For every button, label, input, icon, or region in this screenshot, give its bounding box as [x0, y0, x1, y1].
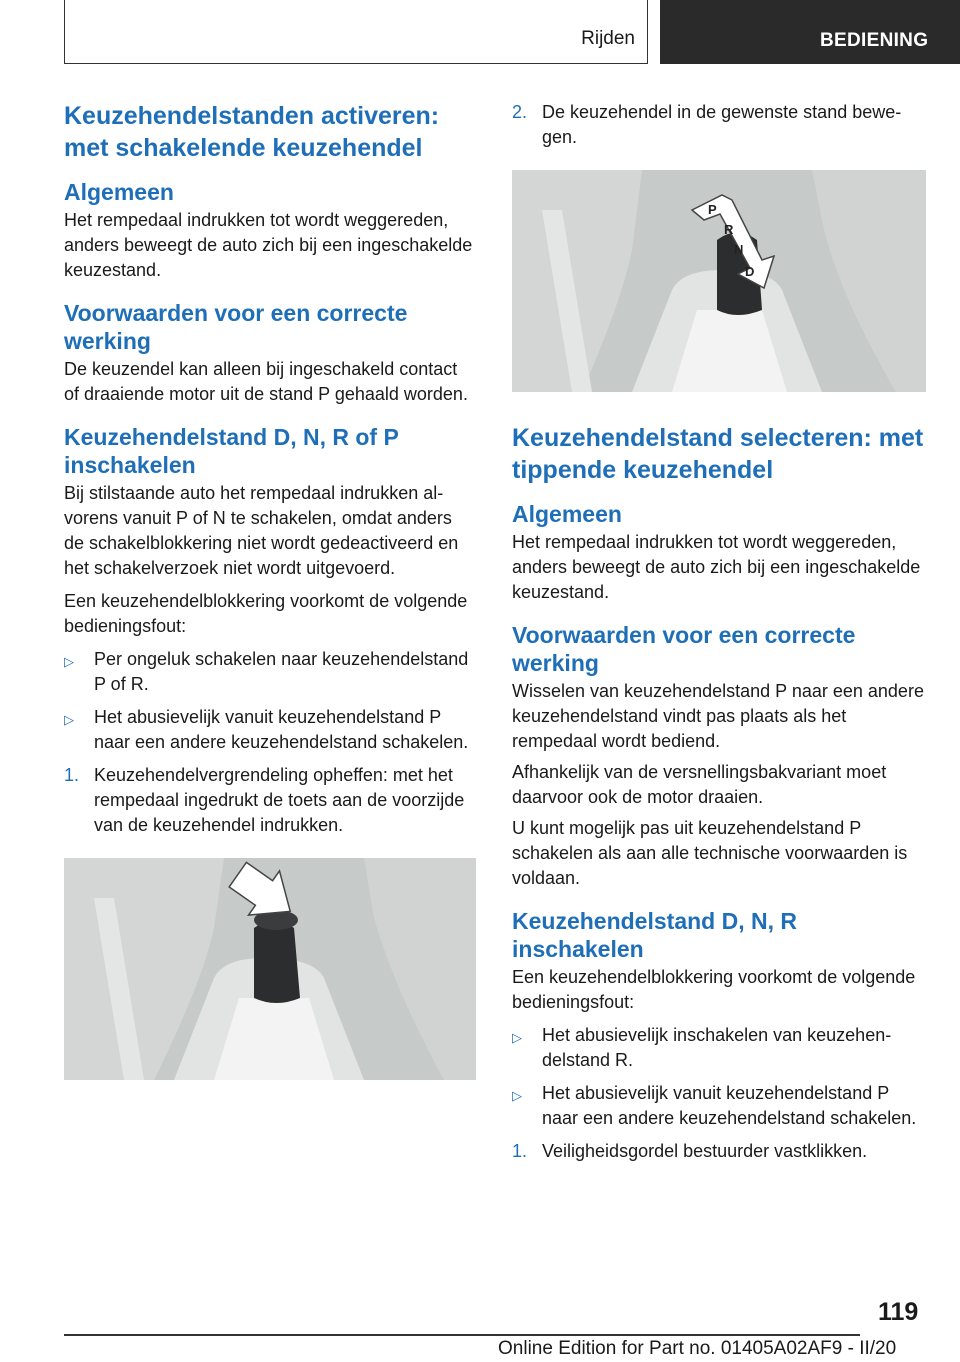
left-title: Keuzehendelstanden activeren: met schakelende keuzehendel — [64, 102, 440, 162]
left-column — [64, 100, 476, 1080]
list-item — [64, 763, 476, 838]
step-number: 1. — [512, 1141, 528, 1161]
right-general-heading: Algemeen — [512, 501, 622, 527]
right-lock-text: Een keuzehendelblokkering voorkomt de volgende bedieningsfout: — [512, 967, 916, 1012]
step-text: Veiligheidsgordel bestuurder vastklikken. — [542, 1141, 868, 1161]
step-text: Keuzehendelvergrendeling opheffen: met het rempedaal ingedrukt de toets aan de voorzijde van de keuzehendel indrukken. — [94, 765, 465, 835]
left-general-text: Het rempedaal indrukken tot wordt weggereden, anders beweegt de auto zich bij een ingeschakelde keuzestand. — [64, 210, 473, 280]
triangle-bullet-icon: ▷ — [64, 712, 74, 727]
footer-edition: Online Edition for Part no. 01405A02AF9 - II/20 — [498, 1338, 897, 1359]
gear-lever-positions-image — [512, 170, 926, 392]
section-label: BEDIENING — [820, 30, 929, 51]
gear-letter-r: R — [724, 222, 734, 237]
step-text: De keuzehendel in de gewenste stand bewegen. — [542, 102, 902, 147]
footer-divider — [64, 1334, 860, 1336]
triangle-bullet-icon: ▷ — [512, 1030, 522, 1045]
left-conditions-heading: Voorwaarden voor een correcte werking — [64, 300, 408, 354]
left-conditions-text: De keuzendel kan alleen bij ingeschakeld contact of draaiende motor uit de stand P gehaald worden. — [64, 359, 468, 404]
list-item — [512, 1081, 924, 1131]
left-lock-text: Een keuzehendelblokkering voorkomt de volgende bedieningsfout: — [64, 591, 468, 636]
step-number: 1. — [64, 765, 80, 785]
list-item — [512, 100, 924, 150]
gear-letter-d: D — [745, 264, 755, 279]
right-column — [512, 100, 924, 1164]
bullet-text: Per ongeluk schakelen naar keuzehendelstand P of R. — [94, 649, 469, 694]
chapter-label: Rijden — [581, 28, 635, 49]
right-conditions-heading: Voorwaarden voor een correcte werking — [512, 622, 856, 676]
bullet-text: Het abusievelijk vanuit keuzehendelstand P naar een andere keuzehendelstand schakelen. — [94, 707, 469, 752]
list-item — [512, 1023, 924, 1073]
gear-lever-illustration-positions — [512, 170, 926, 392]
gear-lever-release-image — [64, 858, 476, 1080]
list-item — [64, 705, 476, 755]
gear-lever-illustration-release — [64, 858, 476, 1080]
right-conditions-text-2: Afhankelijk van de versnellingsbakvariant moet daarvoor ook de motor draaien. — [512, 762, 887, 807]
right-conditions-text-1: Wisselen van keuzehendelstand P naar een andere keuzehendelstand vindt pas plaats als het rempedaal wordt bediend. — [512, 681, 924, 751]
right-engage-heading: Keuzehendelstand D, N, R inschakelen — [512, 908, 797, 962]
left-engage-text: Bij stilstaande auto het rempedaal indrukken alvorens vanuit P of N te schakelen, omdat anders de schakelblokkering niet wordt gedeactiveerd en het schakelverzoek niet wordt uitgevoerd. — [64, 483, 459, 578]
bullet-text: Het abusievelijk vanuit keuzehendelstand P naar een andere keuzehendelstand schakelen. — [542, 1083, 917, 1128]
triangle-bullet-icon: ▷ — [512, 1088, 522, 1103]
right-general-text: Het rempedaal indrukken tot wordt weggereden, anders beweegt de auto zich bij een ingeschakelde keuzestand. — [512, 532, 921, 602]
step-number: 2. — [512, 102, 528, 122]
right-conditions-text-3: U kunt mogelijk pas uit keuzehendelstand P schakelen als aan alle technische voorwaarden is voldaan. — [512, 818, 908, 888]
left-engage-heading: Keuzehendelstand D, N, R of P inschakelen — [64, 424, 399, 478]
header-box — [64, 0, 648, 64]
gear-letter-p: P — [708, 202, 717, 217]
page-number: 119 — [878, 1298, 919, 1326]
triangle-bullet-icon: ▷ — [64, 654, 74, 669]
bullet-text: Het abusievelijk inschakelen van keuzehendelstand R. — [542, 1025, 892, 1070]
left-general-heading: Algemeen — [64, 179, 174, 205]
list-item — [512, 1139, 924, 1164]
list-item — [64, 647, 476, 697]
section-tab — [660, 0, 960, 64]
gear-letter-n: N — [734, 242, 744, 257]
right-title: Keuzehendelstand selecteren: met tippende keuzehendel — [512, 424, 924, 484]
